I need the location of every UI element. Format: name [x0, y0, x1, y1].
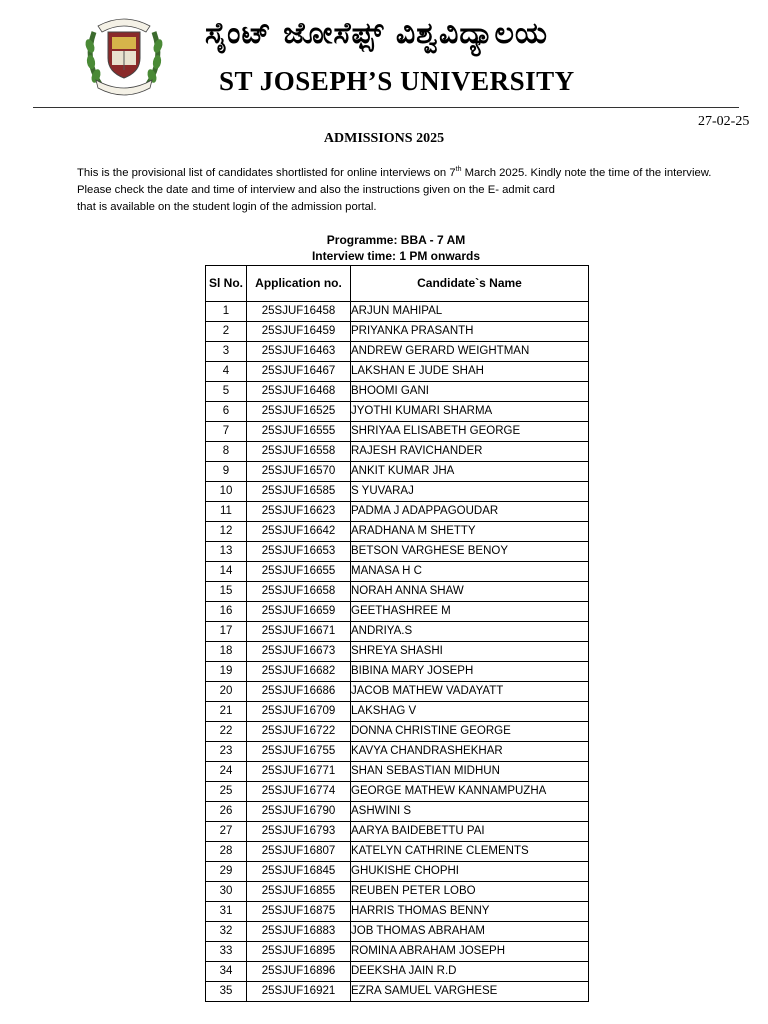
cell-sl-no: 7	[206, 422, 247, 442]
cell-application-no: 25SJUF16463	[247, 342, 351, 362]
cell-candidate-name: ANDREW GERARD WEIGHTMAN	[351, 342, 589, 362]
cell-candidate-name: SHAN SEBASTIAN MIDHUN	[351, 762, 589, 782]
table-row	[206, 622, 589, 642]
cell-application-no: 25SJUF16875	[247, 902, 351, 922]
table-row	[206, 502, 589, 522]
cell-sl-no: 13	[206, 542, 247, 562]
cell-application-no: 25SJUF16658	[247, 582, 351, 602]
cell-candidate-name: AARYA BAIDEBETTU PAI	[351, 822, 589, 842]
table-row	[206, 902, 589, 922]
cell-candidate-name: BHOOMI GANI	[351, 382, 589, 402]
document-date: 27-02-25	[698, 114, 750, 129]
cell-sl-no: 15	[206, 582, 247, 602]
table-row	[206, 422, 589, 442]
cell-application-no: 25SJUF16755	[247, 742, 351, 762]
cell-sl-no: 12	[206, 522, 247, 542]
cell-sl-no: 10	[206, 482, 247, 502]
cell-candidate-name: RAJESH RAVICHANDER	[351, 442, 589, 462]
cell-application-no: 25SJUF16895	[247, 942, 351, 962]
cell-application-no: 25SJUF16682	[247, 662, 351, 682]
intro-paragraph	[77, 165, 711, 216]
cell-application-no: 25SJUF16671	[247, 622, 351, 642]
cell-application-no: 25SJUF16771	[247, 762, 351, 782]
cell-application-no: 25SJUF16653	[247, 542, 351, 562]
cell-sl-no: 33	[206, 942, 247, 962]
cell-candidate-name: GHUKISHE CHOPHI	[351, 862, 589, 882]
cell-sl-no: 24	[206, 762, 247, 782]
cell-candidate-name: EZRA SAMUEL VARGHESE	[351, 982, 589, 1002]
cell-application-no: 25SJUF16855	[247, 882, 351, 902]
candidate-table	[205, 265, 589, 1002]
cell-sl-no: 21	[206, 702, 247, 722]
cell-candidate-name: DONNA CHRISTINE GEORGE	[351, 722, 589, 742]
table-row	[206, 802, 589, 822]
cell-candidate-name: PRIYANKA PRASANTH	[351, 322, 589, 342]
cell-sl-no: 8	[206, 442, 247, 462]
candidate-rows	[206, 302, 589, 1002]
table-row	[206, 702, 589, 722]
table-row	[206, 962, 589, 982]
cell-sl-no: 1	[206, 302, 247, 322]
column-header-sl-no: Sl No.	[206, 266, 247, 302]
table-row	[206, 682, 589, 702]
cell-sl-no: 23	[206, 742, 247, 762]
table-row	[206, 442, 589, 462]
cell-candidate-name: REUBEN PETER LOBO	[351, 882, 589, 902]
cell-sl-no: 9	[206, 462, 247, 482]
table-row	[206, 722, 589, 742]
cell-candidate-name: KATELYN CATHRINE CLEMENTS	[351, 842, 589, 862]
table-row	[206, 382, 589, 402]
table-row	[206, 842, 589, 862]
table-row	[206, 582, 589, 602]
programme-title: Programme: BBA - 7 AM	[326, 233, 466, 247]
intro-line-2: Please check the date and time of interview and also the instructions given on the E- admit card	[77, 184, 555, 196]
table-row	[206, 822, 589, 842]
cell-application-no: 25SJUF16896	[247, 962, 351, 982]
cell-application-no: 25SJUF16790	[247, 802, 351, 822]
table-row	[206, 922, 589, 942]
cell-candidate-name: ARJUN MAHIPAL	[351, 302, 589, 322]
cell-candidate-name: BIBINA MARY JOSEPH	[351, 662, 589, 682]
cell-candidate-name: KAVYA CHANDRASHEKHAR	[351, 742, 589, 762]
cell-candidate-name: HARRIS THOMAS BENNY	[351, 902, 589, 922]
cell-sl-no: 29	[206, 862, 247, 882]
cell-candidate-name: MANASA H C	[351, 562, 589, 582]
cell-application-no: 25SJUF16793	[247, 822, 351, 842]
cell-application-no: 25SJUF16459	[247, 322, 351, 342]
cell-sl-no: 27	[206, 822, 247, 842]
university-title-kannada: ಸೈಂಟ್ ಜೋಸೆಫ್ಸ್ ವಿಶ್ವವಿದ್ಯಾಲಯ	[205, 16, 549, 51]
cell-application-no: 25SJUF16468	[247, 382, 351, 402]
table-row	[206, 542, 589, 562]
cell-candidate-name: ANDRIYA.S	[351, 622, 589, 642]
cell-application-no: 25SJUF16673	[247, 642, 351, 662]
cell-sl-no: 4	[206, 362, 247, 382]
cell-sl-no: 17	[206, 622, 247, 642]
cell-sl-no: 25	[206, 782, 247, 802]
cell-application-no: 25SJUF16807	[247, 842, 351, 862]
cell-application-no: 25SJUF16921	[247, 982, 351, 1002]
cell-candidate-name: SHREYA SHASHI	[351, 642, 589, 662]
cell-candidate-name: JOB THOMAS ABRAHAM	[351, 922, 589, 942]
table-row	[206, 322, 589, 342]
cell-sl-no: 5	[206, 382, 247, 402]
cell-application-no: 25SJUF16642	[247, 522, 351, 542]
cell-sl-no: 26	[206, 802, 247, 822]
cell-application-no: 25SJUF16525	[247, 402, 351, 422]
cell-candidate-name: ROMINA ABRAHAM JOSEPH	[351, 942, 589, 962]
table-row	[206, 362, 589, 382]
table-row	[206, 662, 589, 682]
table-row	[206, 342, 589, 362]
cell-sl-no: 16	[206, 602, 247, 622]
cell-application-no: 25SJUF16558	[247, 442, 351, 462]
table-row	[206, 642, 589, 662]
table-row	[206, 942, 589, 962]
column-header-application-no: Application no.	[247, 266, 351, 302]
cell-application-no: 25SJUF16686	[247, 682, 351, 702]
cell-application-no: 25SJUF16458	[247, 302, 351, 322]
cell-application-no: 25SJUF16883	[247, 922, 351, 942]
cell-candidate-name: ASHWINI S	[351, 802, 589, 822]
cell-candidate-name: NORAH ANNA SHAW	[351, 582, 589, 602]
table-row	[206, 562, 589, 582]
cell-sl-no: 6	[206, 402, 247, 422]
table-row	[206, 482, 589, 502]
cell-candidate-name: JACOB MATHEW VADAYATT	[351, 682, 589, 702]
university-title-english: ST JOSEPH’S UNIVERSITY	[219, 66, 575, 96]
cell-sl-no: 3	[206, 342, 247, 362]
cell-candidate-name: ARADHANA M SHETTY	[351, 522, 589, 542]
cell-candidate-name: LAKSHAG V	[351, 702, 589, 722]
cell-candidate-name: SHRIYAA ELISABETH GEORGE	[351, 422, 589, 442]
column-header-candidate-name: Candidate`s Name	[351, 266, 589, 302]
cell-candidate-name: BETSON VARGHESE BENOY	[351, 542, 589, 562]
programme-info	[206, 232, 586, 264]
cell-application-no: 25SJUF16722	[247, 722, 351, 742]
table-row	[206, 522, 589, 542]
cell-application-no: 25SJUF16555	[247, 422, 351, 442]
cell-candidate-name: LAKSHAN E JUDE SHAH	[351, 362, 589, 382]
table-row	[206, 402, 589, 422]
cell-application-no: 25SJUF16845	[247, 862, 351, 882]
cell-sl-no: 19	[206, 662, 247, 682]
admissions-heading: ADMISSIONS 2025	[323, 131, 445, 146]
table-row	[206, 302, 589, 322]
cell-sl-no: 11	[206, 502, 247, 522]
table-row	[206, 982, 589, 1002]
cell-sl-no: 32	[206, 922, 247, 942]
table-row	[206, 862, 589, 882]
table-row	[206, 742, 589, 762]
cell-application-no: 25SJUF16467	[247, 362, 351, 382]
cell-candidate-name: JYOTHI KUMARI SHARMA	[351, 402, 589, 422]
university-crest-logo	[80, 10, 168, 98]
table-header-row	[206, 266, 589, 302]
cell-candidate-name: PADMA J ADAPPAGOUDAR	[351, 502, 589, 522]
header-divider	[33, 107, 739, 108]
cell-application-no: 25SJUF16570	[247, 462, 351, 482]
table-row	[206, 462, 589, 482]
cell-candidate-name: DEEKSHA JAIN R.D	[351, 962, 589, 982]
cell-application-no: 25SJUF16709	[247, 702, 351, 722]
table-row	[206, 882, 589, 902]
cell-sl-no: 34	[206, 962, 247, 982]
intro-line-1: This is the provisional list of candidates shortlisted for online interviews on 7th March 2025. Kindly note the time of the interview.	[77, 166, 712, 179]
cell-sl-no: 14	[206, 562, 247, 582]
table-row	[206, 762, 589, 782]
table-row	[206, 602, 589, 622]
cell-sl-no: 18	[206, 642, 247, 662]
cell-sl-no: 30	[206, 882, 247, 902]
table-row	[206, 782, 589, 802]
cell-candidate-name: ANKIT KUMAR JHA	[351, 462, 589, 482]
cell-sl-no: 28	[206, 842, 247, 862]
cell-sl-no: 31	[206, 902, 247, 922]
cell-candidate-name: GEORGE MATHEW KANNAMPUZHA	[351, 782, 589, 802]
cell-application-no: 25SJUF16659	[247, 602, 351, 622]
cell-sl-no: 35	[206, 982, 247, 1002]
cell-sl-no: 2	[206, 322, 247, 342]
cell-candidate-name: GEETHASHREE M	[351, 602, 589, 622]
cell-application-no: 25SJUF16655	[247, 562, 351, 582]
cell-candidate-name: S YUVARAJ	[351, 482, 589, 502]
cell-application-no: 25SJUF16623	[247, 502, 351, 522]
interview-time: Interview time: 1 PM onwards	[311, 249, 481, 263]
cell-sl-no: 22	[206, 722, 247, 742]
intro-line-3: that is available on the student login of the admission portal.	[77, 201, 377, 213]
cell-application-no: 25SJUF16585	[247, 482, 351, 502]
cell-sl-no: 20	[206, 682, 247, 702]
cell-application-no: 25SJUF16774	[247, 782, 351, 802]
